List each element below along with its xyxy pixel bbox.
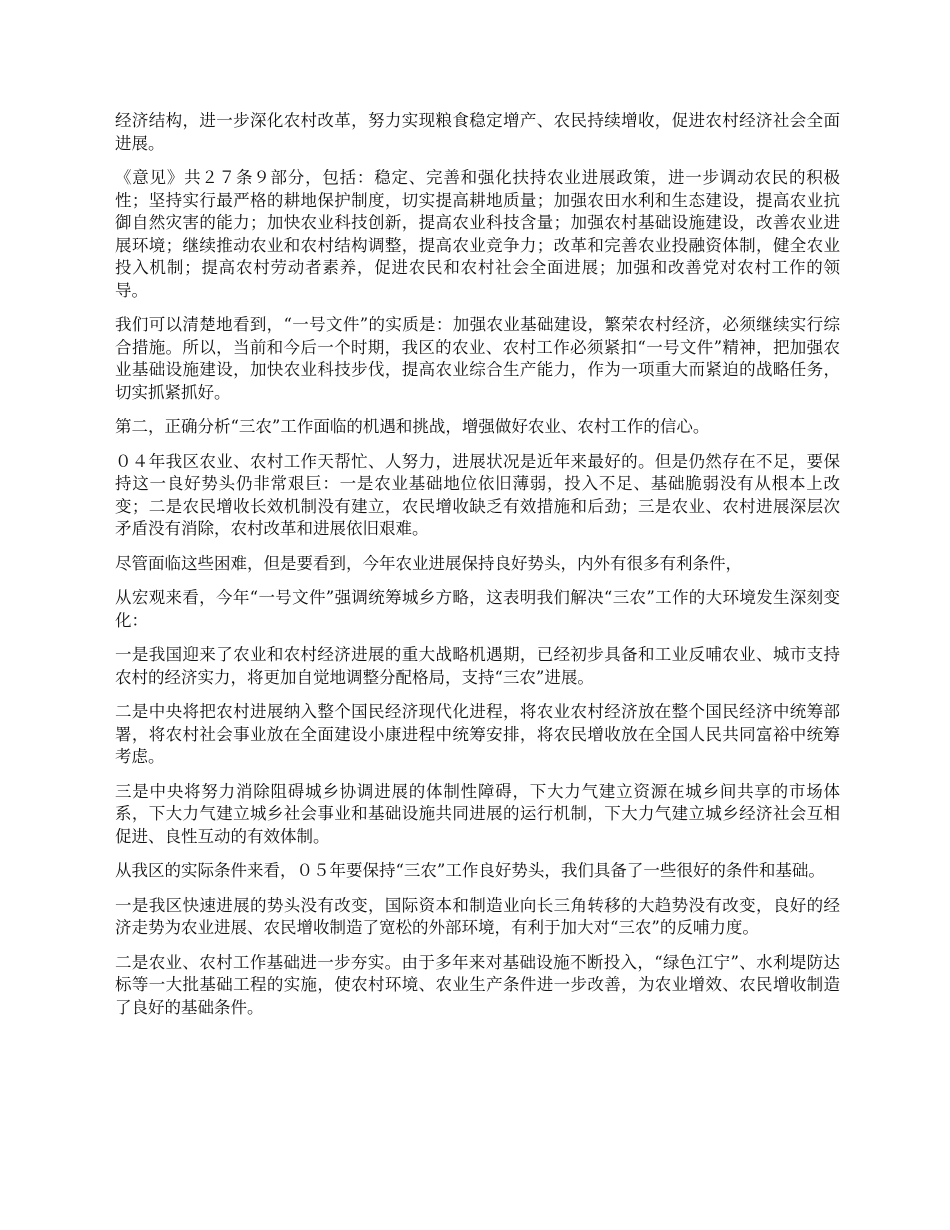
paragraph: 《意见》共２７条９部分，包括：稳定、完善和强化扶持农业进展政策，进一步调动农民的积极性；坚持实行最严格的耕地保护制度，切实提高耕地质量；加强农田水利和生态建设，提高农业抗御自然灾害的能力；加快农业科技创新，提高农业科技含量；加强农村基础设施建设，改善农业进展环境；继续推动农业和农村结构调整，提高农业竞争力；改革和完善农业投融资体制，健全农业投入机制；提高农村劳动者素养，促进农民和农村社会全面进展；加强和改善党对农村工作的领导。 [115, 168, 840, 300]
paragraph: 三是中央将努力消除阻碍城乡协调进展的体制性障碍，下大力气建立资源在城乡间共享的市场体系，下大力气建立城乡社会事业和基础设施共同进展的运行机制，下大力气建立城乡经济社会互相促进、良性互动的有效体制。 [115, 781, 840, 846]
paragraph: 一是我国迎来了农业和农村经济进展的重大战略机遇期，已经初步具备和工业反哺农业、城市支持农村的经济实力，将更加自觉地调整分配格局，支持“三农”进展。 [115, 645, 840, 687]
paragraph: 二是农业、农村工作基础进一步夯实。由于多年来对基础设施不断投入，“绿色江宁”、水利堤防达标等一大批基础工程的实施，使农村环境、农业生产条件进一步改善，为农业增效、农民增收制造了良好的基础条件。 [115, 952, 840, 1017]
paragraph: 经济结构，进一步深化农村改革，努力实现粮食稳定增产、农民持续增收，促进农村经济社会全面进展。 [115, 111, 840, 153]
paragraph: 二是中央将把农村进展纳入整个国民经济现代化进程，将农业农村经济放在整个国民经济中统筹部署，将农村社会事业放在全面建设小康进程中统筹安排，将农民增收放在全国人民共同富裕中统筹考虑。 [115, 702, 840, 766]
paragraph: 尽管面临这些困难，但是要看到，今年农业进展保持良好势头，内外有很多有利条件， [115, 553, 742, 573]
paragraph: 第二，正确分析“三农”工作面临的机遇和挑战，增强做好农业、农村工作的信心。 [115, 417, 710, 436]
paragraph: 从宏观来看，今年“一号文件”强调统筹城乡方略，这表明我们解决“三农”工作的大环境发生深刻变化： [115, 588, 840, 630]
document-page [115, 110, 840, 1031]
paragraph: 一是我区快速进展的势头没有改变，国际资本和制造业向长三角转移的大趋势没有改变，良好的经济走势为农业进展、农民增收制造了宽松的外部环境，有利于加大对“三农”的反哺力度。 [115, 895, 840, 937]
paragraph: 从我区的实际条件来看，０５年要保持“三农”工作良好势头，我们具备了一些很好的条件和基础。 [115, 861, 825, 880]
paragraph: ０４年我区农业、农村工作天帮忙、人努力，进展状况是近年来最好的。但是仍然存在不足，要保持这一良好势头仍非常艰巨：一是农业基础地位依旧薄弱，投入不足、基础脆弱没有从根本上改变；二是农民增收长效机制没有建立，农民增收缺乏有效措施和后劲；三是农业、农村进展深层次矛盾没有消除，农村改革和进展依旧艰难。 [115, 451, 840, 538]
paragraph: 我们可以清楚地看到，“一号文件”的实质是：加强农业基础建设，繁荣农村经济，必须继续实行综合措施。所以，当前和今后一个时期，我区的农业、农村工作必须紧扣“一号文件”精神，把加强农业基础设施建设，加快农业科技步伐，提高农业综合生产能力，作为一项重大而紧迫的战略任务，切实抓紧抓好。 [115, 315, 840, 402]
